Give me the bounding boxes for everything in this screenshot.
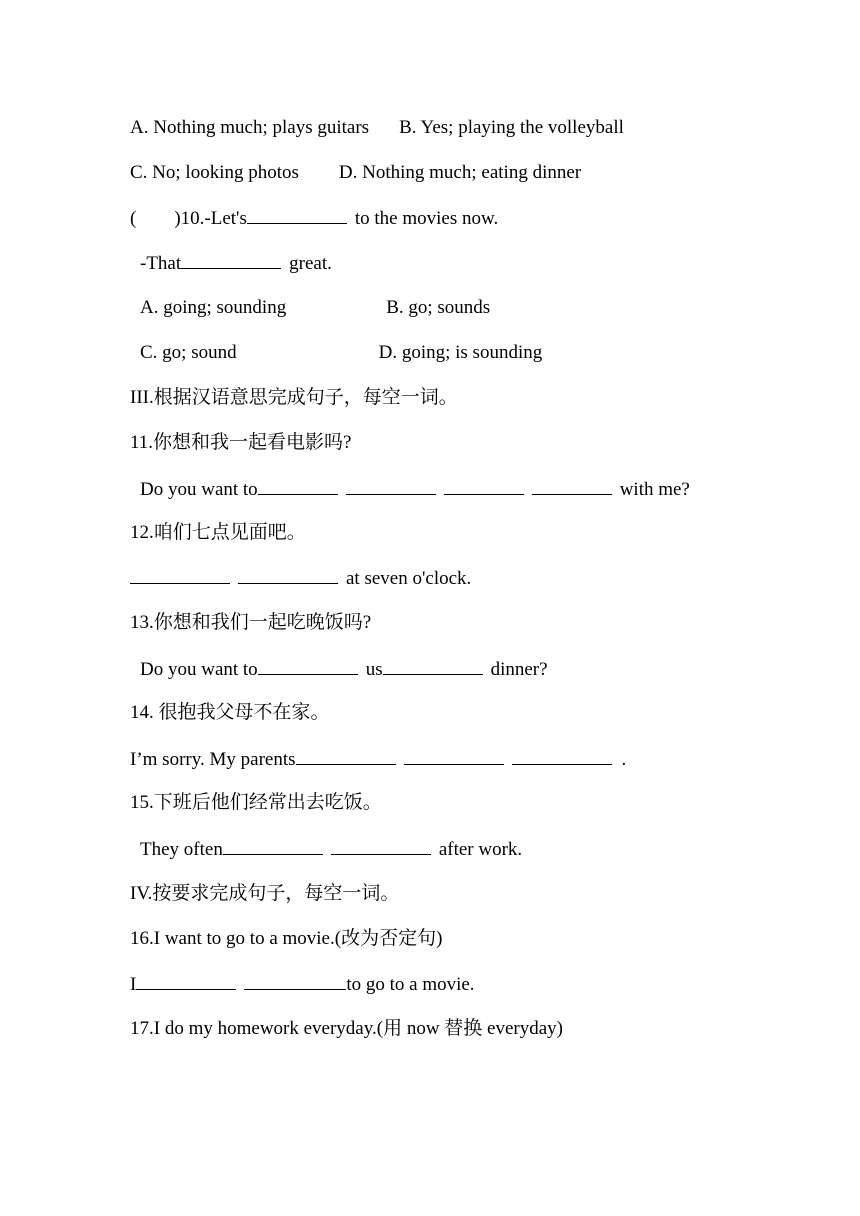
q9-option-d: D. Nothing much; eating dinner [338, 162, 582, 183]
q10-stem-pre: ( )10.-Let's [130, 208, 247, 229]
q13-prompt: 13.你想和我们一起吃晚饭吗? [130, 612, 372, 633]
q13-mid: us [365, 659, 383, 680]
answer-blank[interactable] [331, 837, 431, 855]
q17-prompt: 17.I do my homework everyday.(用 now 替换 everyday) [130, 1018, 564, 1039]
q9-options-cd [130, 161, 581, 185]
answer-blank[interactable] [136, 972, 236, 990]
answer-blank[interactable] [238, 566, 338, 584]
answer-blank[interactable] [296, 747, 396, 765]
section-3-title: III.根据汉语意思完成句子，每空一词。 [130, 387, 458, 408]
q16-sentence [130, 972, 475, 997]
q10-option-c: C. go; sound [140, 342, 237, 363]
q9-options-ab [130, 116, 624, 140]
q11-prompt: 11.你想和我一起看电影吗? [130, 432, 352, 453]
q16-post: to go to a movie. [346, 974, 475, 995]
q15-post: after work. [438, 839, 523, 860]
q13-sentence [140, 657, 548, 682]
answer-blank[interactable] [258, 657, 358, 675]
q16-prompt: 16.I want to go to a movie.(改为否定句) [130, 928, 443, 949]
answer-blank[interactable] [404, 747, 504, 765]
q10-options-ab [140, 296, 490, 320]
q13-post: dinner? [490, 659, 548, 680]
q14-pre: I’m sorry. My parents [130, 749, 296, 770]
q14-sentence [130, 747, 626, 772]
q12-post: at seven o'clock. [346, 568, 472, 589]
answer-blank[interactable] [512, 747, 612, 765]
answer-blank[interactable] [258, 477, 338, 495]
q11-sentence [140, 477, 690, 502]
q10-reply-pre: -That [140, 253, 182, 274]
answer-blank[interactable] [247, 206, 347, 224]
q11-pre: Do you want to [140, 479, 258, 500]
q10-option-d: D. going; is sounding [378, 342, 543, 363]
q10-options-cd [140, 341, 542, 365]
q9-option-b: B. Yes; playing the volleyball [399, 117, 624, 138]
q12-sentence [130, 566, 471, 591]
answer-blank[interactable] [346, 477, 436, 495]
q12-prompt: 12.咱们七点见面吧。 [130, 522, 306, 543]
q10-option-a: A. going; sounding [140, 297, 287, 318]
q9-option-c: C. No; looking photos [130, 162, 299, 183]
answer-blank[interactable] [244, 972, 346, 990]
answer-blank[interactable] [383, 657, 483, 675]
answer-blank[interactable] [181, 251, 281, 269]
answer-blank[interactable] [130, 566, 230, 584]
q9-option-a: A. Nothing much; plays guitars [130, 117, 370, 138]
answer-blank[interactable] [532, 477, 612, 495]
answer-blank[interactable] [223, 837, 323, 855]
q15-prompt: 15.下班后他们经常出去吃饭。 [130, 792, 382, 813]
q16-pre: I [130, 974, 137, 995]
q11-post: with me? [619, 479, 690, 500]
q10-reply-post: great. [289, 253, 332, 274]
q15-sentence [140, 837, 522, 862]
section-4-title: IV.按要求完成句子，每空一词。 [130, 883, 400, 904]
q10-stem-post: to the movies now. [354, 208, 499, 229]
q14-post: . [621, 749, 627, 770]
q14-prompt: 14. 很抱我父母不在家。 [130, 702, 330, 723]
answer-blank[interactable] [444, 477, 524, 495]
q10-reply [140, 251, 332, 276]
q15-pre: They often [140, 839, 223, 860]
q10-option-b: B. go; sounds [386, 297, 491, 318]
q10-stem [130, 206, 498, 231]
q13-pre: Do you want to [140, 659, 258, 680]
